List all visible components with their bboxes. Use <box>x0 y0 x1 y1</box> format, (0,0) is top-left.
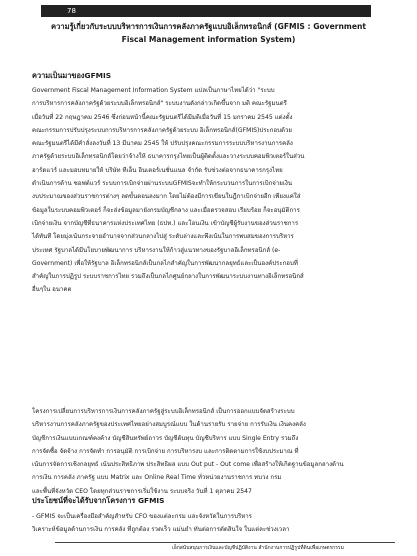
section-heading-benefits: ประโยชน์ที่จะได้รับจากโครงการ GFMIS <box>32 496 165 505</box>
paragraph-line: ดำเนินการด้าน ซอฟต์แวร์ ระบบการเบิกจ่ายผ่านระบบGFMISจะทำให้กระบวนการในการเบิกจ่ายเงิน <box>32 180 293 188</box>
paragraph-line: ภาครัฐด้วยระบบอิเล็กทรอนิกส์โดยว่าจ้างให้ ธนาคารกรุงไทยเป็นผู้ติดตั้งและวางระบบคอมพิวเตอร์ในส่วน <box>32 153 305 161</box>
paragraph-line: ฮาร์ดแวร์ และมอบหมายให้ บริษัท ทีเอ็น อินเตอร์เนชั่นแนล จำกัด รับช่วงต่อจากธนาคารกรุงไทย <box>32 166 283 174</box>
paragraph-line: อื่นๆใน อนาคต <box>32 286 72 294</box>
section-heading-background: ความเป็นมาของGFMIS <box>32 71 112 80</box>
paragraph-line: ได้ทันที โดยมุ่งเน้นกระจายอำนาจจากส่วนกลางไปสู่ ระดับล่างและพึงเน้นในการพบสมของการบริหาร <box>32 233 294 241</box>
paragraph-line: โครงการเปลี่ยนการบริหารการเงินการคลังภาครัฐสู่ระบบอิเล็กทรอนิกส์ เป็นการออกแบบจัดสร้างระบบ <box>32 408 295 415</box>
paragraph-line: การเงิน การคลัง ภาครัฐ แบบ Matrix และ Online Real Time ทั่วหน่วยงานราชการ ทบวง กรม <box>32 474 282 482</box>
paragraph-line: - GFMIS จะเป็นเครื่องมือสำคัญสำหรับ CFO ของแต่ละกรม และจังหวัดในการบริหาร <box>32 513 252 520</box>
paragraph-line: งบประมาณของส่วนราชการต่างๆ ลดขั้นตอนลงมาก โดยไม่ต้องมีการเขียนใบฎีกาเบิกจ่ายอีก เพียงแค่ใส่ <box>32 193 301 201</box>
paragraph-line: การบริหารการคลังภาครัฐด้วยระบบอิเล็กทรอนิกส์" ระบบงานดังกล่าวเกิดขึ้นจาก มติ คณะรัฐมนตรี <box>32 100 287 108</box>
benefits-paragraph <box>32 510 386 537</box>
paragraph-line: การจัดซื้อ จัดจ้าง การจัดทำ การอนุมัติ การเบิกจ่าย การบริหารงบ และการติดตามการใช้งบประมาณ ที่ <box>32 447 299 455</box>
paragraph-line: บัญชีการเงินแบบเกณฑ์คงค้าง บัญชีสินทรัพย์ถาวร บัญชีต้นทุน บัญชีบริหาร แบบ Single Entry รวมถึง <box>32 434 299 442</box>
paragraph-line: และพื้นที่จังหวัด CEO โดยทุกส่วนราชการเริ่มใช้งาน ระบบจริง วันที่ 1 ตุลาคม 2547 <box>32 487 252 495</box>
paragraph-line: ข้อมูลในระบบคอมพิวเตอร์ ก็จะส่งข้อมูลมายังกรมบัญชีกลาง และเมื่อตรวจสอบ เรียบร้อย ก็จะอนุมัติการ <box>32 206 300 214</box>
page-number: 78 <box>67 7 76 15</box>
paragraph-line: คณะกรรมการปรับปรุงระบบการบริหารการคลังภาครัฐด้วยระบบ อิเล็กทรอนิกส์(GFMIS)ประกอบด้วย <box>32 126 292 134</box>
paragraph-line: คณะรัฐมนตรีได้มีคำสั่งลงวันที่ 13 มีนาคม 2545 ให้ ปรับปรุงคณะกรรมการระบบบริหารงานการคลัง <box>32 140 293 148</box>
background-paragraph <box>32 84 386 297</box>
project-paragraph <box>32 405 386 498</box>
paragraph-line: Government) เพื่อให้รัฐบาล อิเล็กทรอนิกส์เป็นกลไกสำคัญในการพัฒนากลยุทธ์และเป็นองค์ประกอบที่ <box>32 259 298 267</box>
paragraph-line: เน้นการจัดการเชิงกลยุทธ์ เน้นประสิทธิภาพ ประสิทธิผล แบบ Out put - Out come เพื่อสร้างให้เกิดฐานข้อมูลกลางด้าน <box>32 461 344 469</box>
paragraph-line: บริหารงานการคลังภาครัฐของประเทศไทยอย่างสมบูรณ์แบบ ในด้านรายรับ รายจ่าย การรับเงิน เงินคงคลัง <box>32 421 306 429</box>
paragraph-line: ประเทศ รัฐบาลได้มีนโยบายพัฒนาการ บริหารงานให้ก้าวสู่แนวทางของรัฐบาลอิเล็กทรอนิกส์ (e- <box>32 246 281 254</box>
page-number-bar <box>41 5 371 17</box>
paragraph-line: Government Fiscal Management Information System แปลเป็นภาษาไทยได้ว่า "ระบบ <box>32 87 275 94</box>
paragraph-line: เบิกจ่ายเงิน จากบัญชีที่ธนาคารแห่งประเทศไทย (ธปท.) และโอนเงิน เข้าบัญชีผู้รับงานของส่วนราชการ <box>32 219 299 227</box>
page-footer: เอ็กสนับสนุนการเงินและบัญชีปฏิบัติงาน สำนักงานการปฏิรูปที่ดินเพื่อเกษตรกรรม <box>172 545 344 551</box>
document-title-line-2: Fiscal Management information System) <box>121 35 296 44</box>
paragraph-line: สำคัญในการปฏิรูป ระบบราชการไทย รวมถึงเป็นกลไกศูนย์กลางในการพัฒนาระบบงานทางอิเล็กทรอนิกส์ <box>32 273 304 281</box>
paragraph-line: เมื่อวันที่ 22 กฤษฎาคม 2546 ซึ่งก่อนหน้านี้คณะรัฐมนตรีได้มีมติเมื่อวันที่ 15 มกราคม 2545 แต่งตั้ง <box>32 113 293 121</box>
document-title-line-1: ความรู้เกี่ยวกับระบบบริหารการเงินการคลังภาครัฐแบบอิเล็กทรอนิกส์ (GFMIS : Government <box>50 22 367 31</box>
paragraph-line: วิเคราะห์ข้อมูลด้านการเงิน การคลัง ที่ถูกต้อง รวดเร็ว แม่นยำ ทันต่อการตัดสินใจ ในแต่ละช่วงเวลา <box>32 526 290 534</box>
